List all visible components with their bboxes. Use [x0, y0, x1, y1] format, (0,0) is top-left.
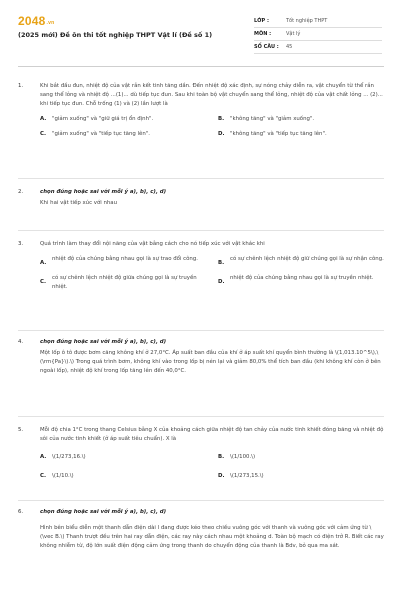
- option-text: \(1/273,15.\): [230, 473, 264, 479]
- question-instruction: chọn đúng hoặc sai với mỗi ý a), b), c), d): [40, 339, 167, 345]
- logo-suffix: .vn: [46, 20, 55, 26]
- question-text: Hình bên biểu diễn một thanh dẫn điện dài l đang được kéo theo chiều vuông góc với thanh và vuông góc với cảm ứng từ \(\vec B.\) Thanh trượt đều trên hai ray dẫn điện, các ray này cách nhau một khoảng d. Toàn bộ mạch có điện trở R. Biết các ray không nhiễm từ, độ lớn suất điện động cảm ứng trong thanh do chuyển động của thanh là Bdv, bỏ qua ma sát.: [40, 525, 384, 549]
- meta-key: SỐ CÂU :: [254, 44, 279, 50]
- option-c[interactable]: [40, 130, 206, 139]
- question-separator: [18, 416, 384, 417]
- option-a[interactable]: [40, 115, 206, 124]
- option-b[interactable]: [218, 255, 384, 268]
- question-number: 1.: [18, 83, 24, 89]
- option-b[interactable]: [218, 115, 384, 124]
- option-letter: D.: [218, 473, 225, 479]
- option-text: nhiệt độ của chúng bằng nhau gọi là sự truyền nhiệt.: [230, 275, 374, 281]
- question-text: Quá trình làm thay đổi nội năng của vật bằng cách cho nó tiếp xúc với vật khác khi: [40, 241, 265, 247]
- meta-value: Vật lý: [286, 31, 301, 37]
- meta-key: MÔN :: [254, 31, 272, 37]
- question-number: 4.: [18, 339, 24, 345]
- option-b[interactable]: [218, 453, 384, 462]
- option-letter: B.: [218, 116, 225, 122]
- option-letter: A.: [40, 260, 47, 266]
- question-separator: [18, 178, 384, 179]
- meta-key: LỚP :: [254, 18, 269, 24]
- question-number: 6.: [18, 509, 24, 515]
- option-letter: B.: [218, 454, 225, 460]
- option-letter: C.: [40, 131, 47, 137]
- options: [40, 255, 384, 292]
- meta-value: Tốt nghiệp THPT: [286, 18, 328, 24]
- question-text: Khi hai vật tiếp xúc với nhau: [40, 200, 118, 206]
- option-text: nhiệt độ của chúng bằng nhau gọi là sự trao đổi công.: [52, 256, 198, 262]
- question-2: [18, 188, 384, 208]
- question-text: Mỗi độ chia 1°C trong thang Celsius bằng X của khoảng cách giữa nhiệt độ tan chảy của nước tinh khiết đóng băng và nhiệt độ sôi của nước tinh khiết (ở áp suất tiêu chuẩn). X là: [40, 427, 384, 442]
- option-c[interactable]: [40, 472, 206, 481]
- question-instruction: chọn đúng hoặc sai với mỗi ý a), b), c), d): [40, 509, 167, 515]
- meta-row-class: [254, 15, 382, 28]
- option-text: "giảm xuống" và "giữ giá trị ổn định".: [52, 116, 154, 122]
- question-number: 3.: [18, 241, 24, 247]
- option-letter: C.: [40, 473, 47, 479]
- site-logo[interactable]: [18, 14, 54, 28]
- options: [40, 115, 384, 139]
- option-d[interactable]: [218, 472, 384, 481]
- option-letter: A.: [40, 116, 47, 122]
- question-instruction: chọn đúng hoặc sai với mỗi ý a), b), c), d): [40, 189, 167, 195]
- option-a[interactable]: [40, 453, 206, 462]
- question-text: Một lốp ô tô được bơm căng không khí ở 27,0°C. Áp suất ban đầu của khí ở áp suất khí quyển bình thường là \(1,013.10^5\),\(\rm{Pa}\).\) Trong quá trình bơm, không khí vào trong lốp bị nén lại và giảm 80,0% thể tích ban đầu (khi không khí còn ở bên ngoài lốp), nhiệt độ khí trong lốp tăng lên đến 40,0°C.: [40, 350, 381, 374]
- exam-title: (2025 mới) Đề ôn thi tốt nghiệp THPT Vật lí (Đề số 1): [18, 31, 213, 39]
- option-a[interactable]: [40, 255, 206, 268]
- question-4: [18, 338, 384, 376]
- option-letter: D.: [218, 131, 225, 137]
- option-text: \(1/10.\): [52, 473, 74, 479]
- option-text: \(1/100.\): [230, 454, 256, 460]
- option-letter: C.: [40, 279, 47, 285]
- option-letter: B.: [218, 260, 225, 266]
- question-separator: [18, 330, 384, 331]
- question-6: [18, 508, 384, 551]
- exam-meta: [254, 15, 382, 54]
- option-d[interactable]: [218, 130, 384, 139]
- meta-row-count: [254, 41, 382, 54]
- question-5: [18, 426, 384, 481]
- option-text: có sự chênh lệch nhiệt độ giữ chúng gọi là sự nhận công.: [230, 256, 384, 262]
- question-3: [18, 240, 384, 292]
- option-text: "giảm xuống" và "tiếp tục tăng lên".: [52, 131, 150, 137]
- option-d[interactable]: [218, 274, 384, 292]
- option-text: "không tăng" và "tiếp tục tăng lên".: [230, 131, 327, 137]
- option-text: có sự chênh lệch nhiệt độ giữa chúng gọi là sự truyền nhiệt.: [52, 275, 197, 290]
- question-text: Khi bắt đầu đun, nhiệt độ của vật rắn kết tinh tăng dần. Đến nhiệt độ xác định, sự nóng chảy diễn ra, vật chuyển từ thể rắn sang thể lỏng và nhiệt độ ...(1)... dù tiếp tục đun. Sau khi toàn bộ vật chuyển sang thể lỏng, nhiệt độ của vật chất lỏng ... (2)... khi tiếp tục đun. Chỗ trống (1) và (2) lần lượt là: [40, 83, 383, 107]
- header-divider: [18, 66, 384, 67]
- option-text: \(1/273,16.\): [52, 454, 86, 460]
- options: [40, 453, 384, 481]
- option-letter: D.: [218, 279, 225, 285]
- option-c[interactable]: [40, 274, 206, 292]
- question-number: 2.: [18, 189, 24, 195]
- option-letter: A.: [40, 454, 47, 460]
- logo-text: 2048: [18, 14, 46, 28]
- meta-row-subject: [254, 28, 382, 41]
- question-number: 5.: [18, 427, 24, 433]
- meta-value: 45: [286, 44, 293, 50]
- question-1: [18, 82, 384, 139]
- question-separator: [18, 500, 384, 501]
- option-text: "không tăng" và "giảm xuống".: [230, 116, 315, 122]
- question-separator: [18, 230, 384, 231]
